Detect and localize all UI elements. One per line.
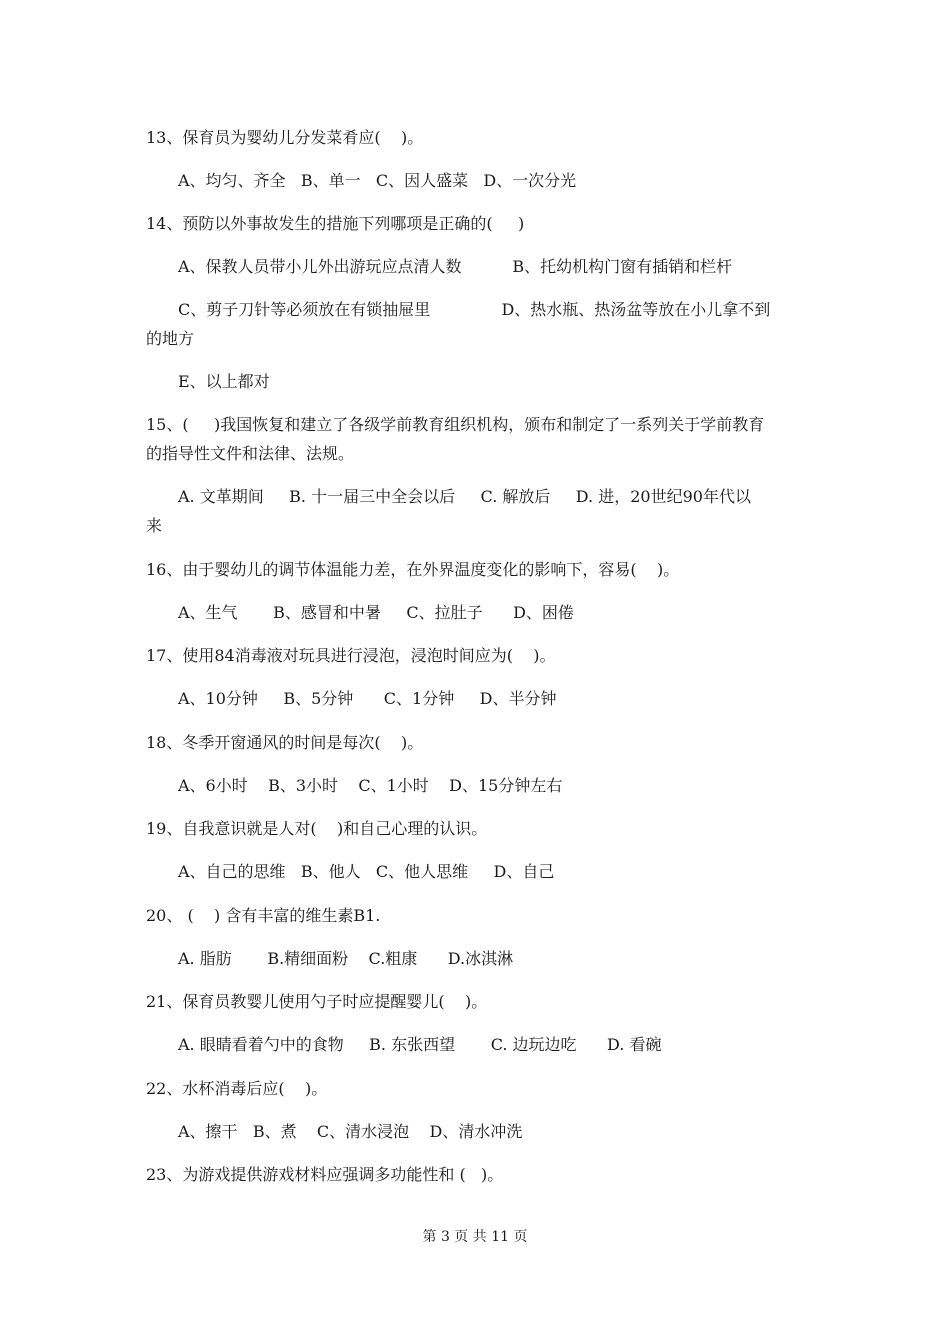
question-22-stem: 22、水杯消毒后应( )。 (146, 1079, 328, 1098)
question-18-stem: 18、冬季开窗通风的时间是每次( )。 (146, 733, 424, 752)
question-14-options-ab: A、保教人员带小儿外出游玩应点清人数 B、托幼机构门窗有插销和栏杆 (178, 257, 733, 276)
question-23-stem: 23、为游戏提供游戏材料应强调多功能性和 ( )。 (146, 1165, 504, 1184)
question-18-options: A、6小时 B、3小时 C、1小时 D、15分钟左右 (178, 776, 563, 795)
question-21-options: A. 眼睛看着勺中的食物 B. 东张西望 C. 边玩边吃 D. 看碗 (178, 1035, 662, 1054)
question-13-options: A、均匀、齐全 B、单一 C、因人盛菜 D、一次分光 (178, 171, 577, 190)
question-20-options: A. 脂肪 B.精细面粉 C.粗康 D.冰淇淋 (178, 949, 514, 968)
question-16-stem: 16、由于婴幼儿的调节体温能力差，在外界温度变化的影响下，容易( )。 (146, 560, 680, 579)
question-15-options: A. 文革期间 B. 十一届三中全会以后 C. 解放后 D. 进，20世纪90年代以 (178, 487, 751, 506)
question-14-option-e: E、以上都对 (178, 372, 270, 391)
question-19-options: A、自己的思维 B、他人 C、他人思维 D、自己 (178, 862, 555, 881)
question-17-options: A、10分钟 B、5分钟 C、1分钟 D、半分钟 (178, 689, 557, 708)
question-16-options: A、生气 B、感冒和中暑 C、拉肚子 D、困倦 (178, 603, 574, 622)
question-13-stem: 13、保育员为婴幼儿分发菜肴应( )。 (146, 128, 424, 147)
question-21-stem: 21、保育员教婴儿使用勺子时应提醒婴儿( )。 (146, 992, 488, 1011)
question-17-stem: 17、使用84消毒液对玩具进行浸泡，浸泡时间应为( )。 (146, 646, 556, 665)
question-14-continuation: 的地方 (146, 329, 195, 348)
question-22-options: A、擦干 B、煮 C、清水浸泡 D、清水冲洗 (178, 1122, 523, 1141)
question-19-stem: 19、自我意识就是人对( )和自己心理的认识。 (146, 819, 488, 838)
question-14-stem: 14、预防以外事故发生的措施下列哪项是正确的( ) (146, 214, 525, 233)
question-15-stem-line2: 的指导性文件和法律、法规。 (146, 444, 355, 463)
question-20-stem: 20、 ( ) 含有丰富的维生素B1. (146, 906, 381, 925)
question-15-stem-line1: 15、( )我国恢复和建立了各级学前教育组织机构，颁布和制定了一系列关于学前教育 (146, 415, 765, 434)
question-14-options-cd: C、剪子刀针等必须放在有锁抽屉里 D、热水瓶、热汤盆等放在小儿拿不到 (178, 300, 771, 319)
question-15-continuation: 来 (146, 516, 163, 535)
page-footer: 第 3 页 共 11 页 (422, 1229, 528, 1245)
